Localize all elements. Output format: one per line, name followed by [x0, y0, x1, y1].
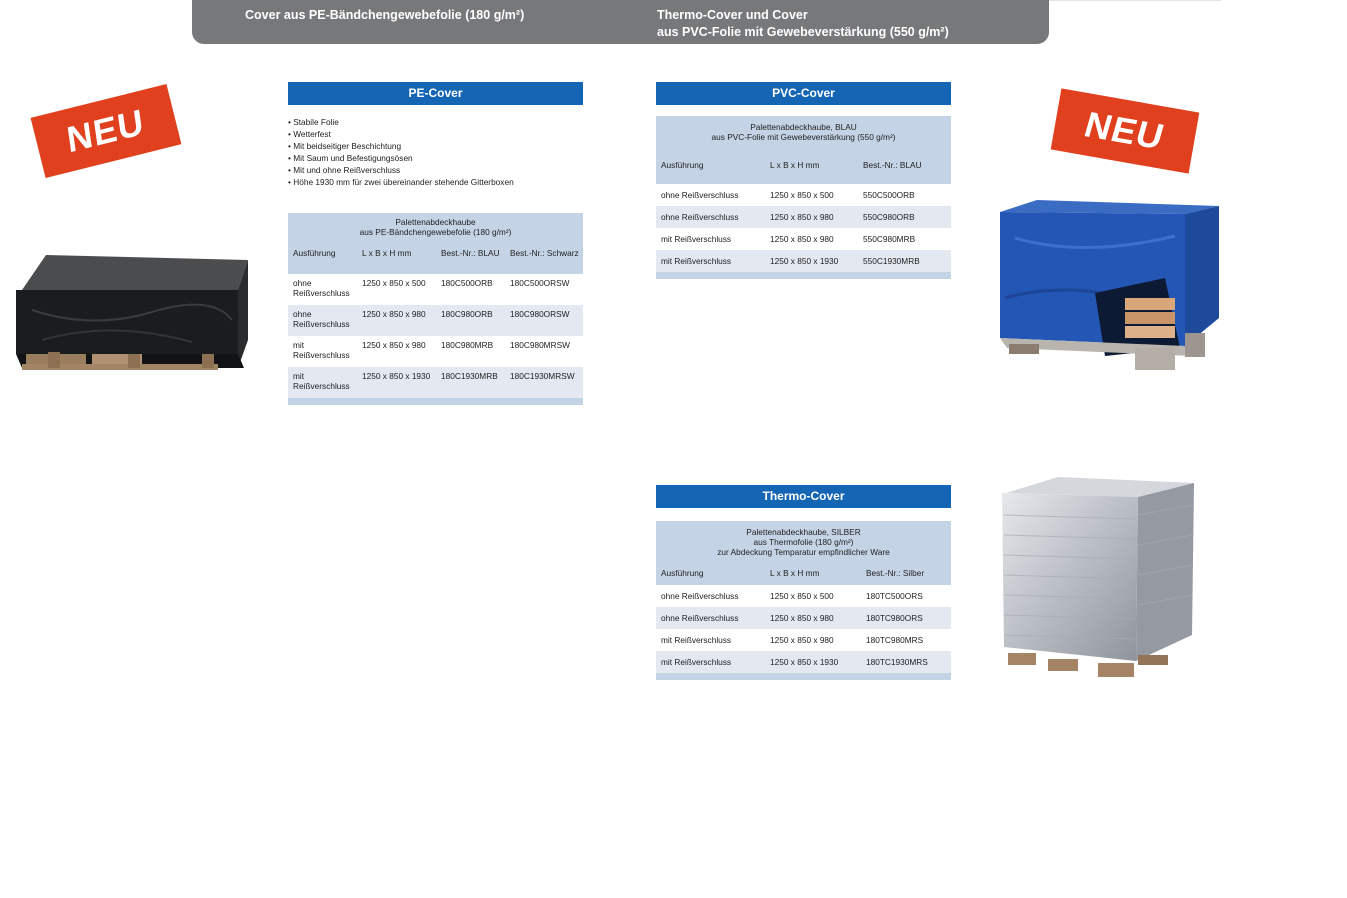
table-row — [288, 305, 583, 336]
caption-line: Palettenabdeckhaube — [395, 217, 476, 227]
column-header: Best.-Nr.: BLAU — [858, 146, 951, 184]
pvc-cover-blue-image — [995, 198, 1223, 373]
column-header: Ausführung — [656, 146, 765, 184]
table-cell: mit Reißverschluss — [288, 336, 357, 367]
table-row — [288, 274, 583, 305]
table-cell: 1250 x 850 x 980 — [765, 607, 861, 629]
table-cell: mit Reißverschluss — [656, 250, 765, 272]
new-badge-left — [31, 84, 182, 178]
table-row — [656, 607, 951, 629]
column-header: L x B x H mm — [765, 146, 858, 184]
caption-line: zur Abdeckung Temparatur empfindlicher Ware — [717, 547, 890, 557]
table-row — [656, 629, 951, 651]
header-right-title-line2: aus PVC-Folie mit Gewebeverstärkung (550 g/m²) — [657, 25, 949, 39]
table-row — [656, 651, 951, 673]
pvc-cover-heading: PVC-Cover — [656, 82, 951, 105]
feature-item: • Stabile Folie — [288, 116, 514, 128]
table-row — [288, 336, 583, 367]
table-cell: 1250 x 850 x 1930 — [765, 250, 858, 272]
feature-item: • Wetterfest — [288, 128, 514, 140]
table-cell: ohne Reißverschluss — [656, 585, 765, 607]
table-cell: 180C980ORSW — [505, 305, 583, 336]
table-row — [656, 206, 951, 228]
header-right-title-line1: Thermo-Cover und Cover — [657, 8, 808, 22]
table-caption — [288, 213, 583, 242]
table-cell: mit Reißverschluss — [656, 629, 765, 651]
column-header: Best.-Nr.: Silber — [861, 561, 951, 585]
pe-cover-table — [288, 213, 583, 405]
caption-line: Palettenabdeckhaube, SILBER — [746, 527, 861, 537]
table-cell: ohne Reißverschluss — [656, 206, 765, 228]
header-right-title — [657, 7, 949, 41]
table-cell: 1250 x 850 x 980 — [357, 305, 436, 336]
column-header: L x B x H mm — [765, 561, 861, 585]
table-cell: ohne Reißverschluss — [288, 305, 357, 336]
table-cell: 1250 x 850 x 500 — [357, 274, 436, 305]
table-cell: 1250 x 850 x 980 — [765, 206, 858, 228]
table-cell: ohne Reißverschluss — [656, 184, 765, 206]
column-header: L x B x H mm — [357, 242, 436, 274]
table-row — [288, 367, 583, 398]
table-cell: 180TC1930MRS — [861, 651, 951, 673]
table-cell: 180C980MRSW — [505, 336, 583, 367]
pvc-cover-table — [656, 116, 951, 279]
header-bar — [192, 0, 1049, 44]
new-badge-right — [1051, 88, 1200, 173]
table-caption — [656, 116, 951, 146]
table-row — [656, 184, 951, 206]
table-cell: 1250 x 850 x 1930 — [357, 367, 436, 398]
new-badge-right-label: NEU — [1080, 103, 1170, 158]
new-badge-left-label: NEU — [64, 100, 148, 161]
table-cell: 180TC980MRS — [861, 629, 951, 651]
table-cell: 550C500ORB — [858, 184, 951, 206]
table-cell: 1250 x 850 x 1930 — [765, 651, 861, 673]
caption-line: aus PVC-Folie mit Gewebeverstärkung (550 g/m²) — [711, 132, 896, 142]
feature-item: • Mit Saum und Befestigungsösen — [288, 152, 514, 164]
pe-cover-features — [288, 116, 514, 188]
table-cell: 1250 x 850 x 980 — [765, 629, 861, 651]
feature-item: • Mit beidseitiger Beschichtung — [288, 140, 514, 152]
table-cell: 1250 x 850 x 980 — [357, 336, 436, 367]
table-cell: 550C1930MRB — [858, 250, 951, 272]
table-cell: mit Reißverschluss — [288, 367, 357, 398]
table-row — [656, 250, 951, 272]
header-left-title: Cover aus PE-Bändchengewebefolie (180 g/m²) — [245, 8, 525, 22]
table-cell: 180TC500ORS — [861, 585, 951, 607]
table-footer — [288, 398, 583, 405]
table-cell: 180C1930MRB — [436, 367, 505, 398]
table-caption — [656, 521, 951, 561]
caption-line: aus PE-Bändchengewebefolie (180 g/m²) — [359, 227, 512, 237]
table-cell: 180C1930MRSW — [505, 367, 583, 398]
pe-cover-black-image — [12, 250, 250, 380]
table-cell: 180TC980ORS — [861, 607, 951, 629]
thermo-cover-table — [656, 521, 951, 680]
table-row — [656, 585, 951, 607]
feature-item: • Mit und ohne Reißverschluss — [288, 164, 514, 176]
column-header: Best.-Nr.: BLAU — [436, 242, 505, 274]
table-footer — [656, 673, 951, 680]
caption-line: Palettenabdeckhaube, BLAU — [750, 122, 857, 132]
table-cell: 180C980ORB — [436, 305, 505, 336]
table-cell: 1250 x 850 x 500 — [765, 585, 861, 607]
column-header: Ausführung — [288, 242, 357, 274]
table-footer — [656, 272, 951, 279]
table-cell: 180C500ORSW — [505, 274, 583, 305]
table-cell: 550C980ORB — [858, 206, 951, 228]
feature-item: • Höhe 1930 mm für zwei übereinander stehende Gitterboxen — [288, 176, 514, 188]
column-header: Ausführung — [656, 561, 765, 585]
table-cell: ohne Reißverschluss — [288, 274, 357, 305]
thermo-cover-heading: Thermo-Cover — [656, 485, 951, 508]
table-cell: 180C500ORB — [436, 274, 505, 305]
header-divider — [1049, 0, 1221, 1]
table-cell: 1250 x 850 x 980 — [765, 228, 858, 250]
table-cell: ohne Reißverschluss — [656, 607, 765, 629]
caption-line: aus Thermofolie (180 g/m²) — [753, 537, 854, 547]
table-cell: mit Reißverschluss — [656, 228, 765, 250]
thermo-cover-silver-image — [998, 475, 1196, 685]
table-row — [656, 228, 951, 250]
column-header: Best.-Nr.: Schwarz — [505, 242, 583, 274]
table-cell: 1250 x 850 x 500 — [765, 184, 858, 206]
table-cell: 180C980MRB — [436, 336, 505, 367]
pe-cover-heading: PE-Cover — [288, 82, 583, 105]
table-cell: mit Reißverschluss — [656, 651, 765, 673]
table-cell: 550C980MRB — [858, 228, 951, 250]
